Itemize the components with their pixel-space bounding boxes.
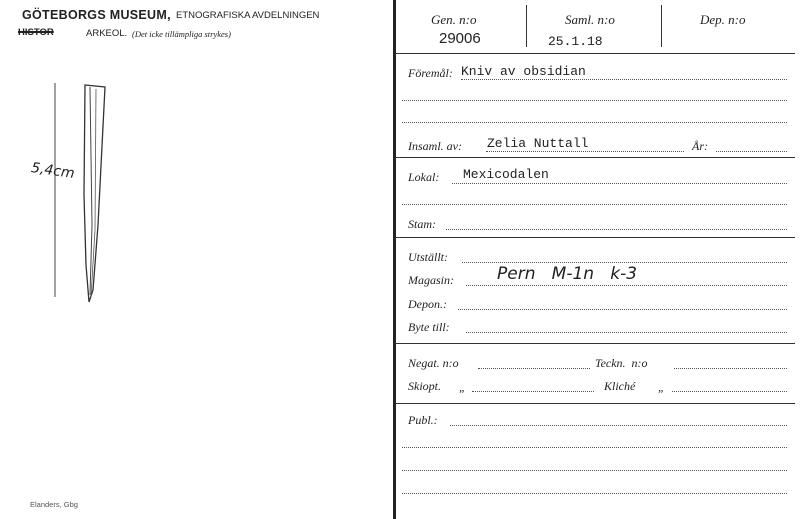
dotted-line [716, 151, 787, 152]
dotted-line [462, 262, 787, 263]
dotted-line [446, 229, 787, 230]
foremal-label: Föremål: [408, 66, 453, 80]
card-left-edge [393, 0, 396, 519]
lokal-label: Lokal: [408, 170, 440, 184]
dotted-line [461, 79, 787, 80]
blade-outline [84, 85, 105, 302]
dep-label: Dep. n:o [700, 12, 746, 27]
magasin-value: Pern M-1n k-3 [497, 264, 638, 284]
section-rule [395, 403, 795, 404]
utstallt-label: Utställt: [408, 250, 449, 264]
negat-label: Negat. n:o [408, 356, 459, 370]
section-rule [395, 157, 795, 158]
crossed-out-label: HISTOR [18, 27, 54, 38]
header-rule [395, 53, 795, 54]
instruction-note: (Det icke tillämpliga strykes) [132, 29, 231, 39]
depon-label: Depon.: [408, 297, 447, 311]
dotted-line [402, 122, 787, 123]
gen-value: 29006 [439, 30, 481, 47]
dotted-line [402, 470, 787, 471]
subdepartment-label: ARKEOL. [86, 28, 128, 39]
skiopt-label: Skiopt. [408, 379, 441, 393]
department-name: ETNOGRAFISKA AVDELNINGEN [176, 10, 320, 21]
insaml-value: Zelia Nuttall [487, 136, 589, 151]
stam-label: Stam: [408, 217, 436, 231]
header-divider [661, 5, 662, 47]
museum-name: GÖTEBORGS MUSEUM, [22, 8, 171, 22]
lokal-value: Mexicodalen [463, 167, 549, 182]
dotted-line [674, 368, 787, 369]
byte-label: Byte till: [408, 320, 450, 334]
dotted-line [458, 309, 787, 310]
knife-drawing [45, 75, 115, 310]
printer-mark: Elanders, Gbg [30, 500, 78, 509]
insaml-label: Insaml. av: [408, 139, 462, 153]
dotted-line [402, 100, 787, 101]
dotted-line [452, 183, 787, 184]
dotted-line [402, 493, 787, 494]
teckn-label: Teckn. n:o [595, 356, 648, 370]
saml-label: Saml. n:o [565, 12, 615, 27]
dotted-line [402, 204, 787, 205]
dotted-line [450, 425, 787, 426]
ditto-mark: „ [658, 380, 665, 394]
dotted-line [402, 447, 787, 448]
header-divider [526, 5, 527, 47]
gen-label: Gen. n:o [431, 12, 477, 27]
dotted-line [486, 151, 684, 152]
magasin-label: Magasin: [408, 273, 454, 287]
publ-label: Publ.: [408, 413, 438, 427]
section-rule [395, 237, 795, 238]
kliche-label: Kliché [604, 379, 636, 393]
blade-ridge [90, 87, 92, 295]
measurement-note: 5,4cm [30, 160, 76, 182]
ar-label: År: [692, 139, 708, 153]
dotted-line [478, 368, 590, 369]
dotted-line [466, 332, 787, 333]
dotted-line [466, 285, 787, 286]
dotted-line [472, 391, 594, 392]
foremal-value: Kniv av obsidian [461, 64, 586, 79]
section-rule [395, 343, 795, 344]
dotted-line [672, 391, 787, 392]
saml-value: 25.1.18 [548, 34, 603, 49]
ditto-mark: „ [459, 380, 466, 394]
